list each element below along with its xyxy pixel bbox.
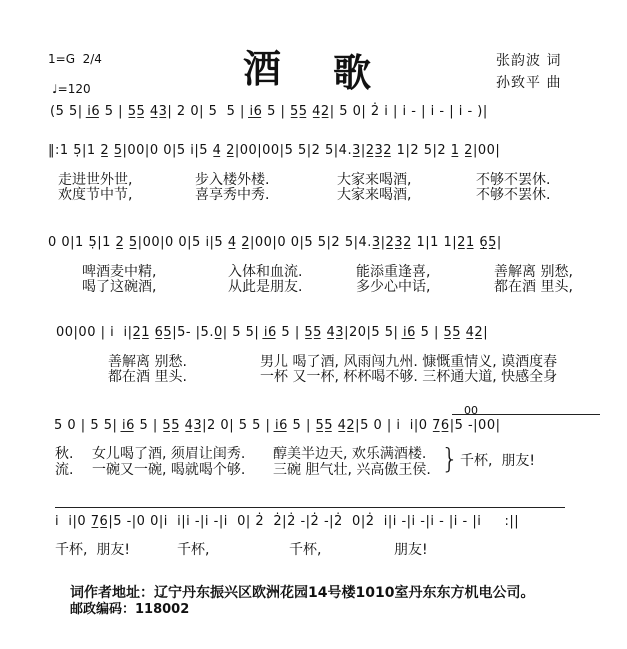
notation-line-3: 0 0|1 5̣|1 2̲ 5̲|00|0 0|5 i|5 4̲ 2̲|00|0 0|5 5|2 5|4.3̲|2̲3̲2̲ 1|1 1|2̲1̲ 6̣̲5̣̲|: [48, 235, 502, 250]
lyric-brace: }: [441, 442, 459, 475]
lyric-line-4b-1: 都在酒 里头.: [108, 369, 187, 385]
notation-line-6: i i|0 7̲6̲|5 -|0 0|i i|i -|i -|i 0| 2̇ 2̇|2̇ -|2̇ -|2̇ 0|2̇ i|i -|i -|i - |i - |i :||: [55, 514, 520, 529]
volta-label: 00: [464, 404, 478, 417]
refrain-lyric: 千杯, 朋友!: [460, 453, 535, 469]
lyric-line-2b-4: 不够不罢休.: [476, 187, 551, 203]
lyric-line-4a-2: 男儿 喝了酒, 风雨闯九州. 慷慨重情义, 谟酒度春: [260, 354, 558, 370]
lyric-line-3a-2: 入体和血流.: [228, 264, 303, 280]
title-char-2: 歌: [333, 50, 372, 95]
notation-line-5: 5 0 | 5 5| i̲6̲ 5 | 5̲5̲ 4̲3̲|2 0| 5 5 | i̲6̲ 5 | 5̲5̲ 4̲2̲|5 0 | i i|0 7̲6̲|5 -|00|: [54, 418, 501, 433]
postal-code: 邮政编码：118002: [70, 602, 190, 617]
lyric-line-6-2: 千杯,: [177, 542, 210, 558]
lyricist-credit: 张韵波 词: [496, 53, 562, 69]
lyric-line-5b-2: 一碗又一碗, 喝就喝个够.: [92, 462, 246, 478]
lyric-line-3a-3: 能添重逢喜,: [356, 264, 431, 280]
lyric-line-6-4: 朋友!: [394, 542, 428, 558]
lyric-line-5b-1: 流.: [55, 462, 74, 478]
lyric-line-3b-2: 从此是朋友.: [228, 279, 303, 295]
lyric-line-2b-1: 欢度节中节,: [58, 187, 133, 203]
tempo-marking: ♩=120: [52, 82, 91, 96]
lyric-line-3b-3: 多少心中话,: [356, 279, 431, 295]
lyric-line-5a-3: 醇美半边天, 欢乐满酒楼.: [273, 446, 427, 462]
lyric-line-6-3: 千杯,: [289, 542, 322, 558]
notation-line-2: ‖:1 5̣|1 2̲ 5̲|00|0 0|5 i|5 4̲ 2̲|00|00|5 5|2 5|4.3̲|2̲3̲2̲ 1|2 5|2 1̲ 2̲|00|: [48, 143, 501, 158]
composer-credit: 孙致平 曲: [496, 75, 562, 91]
lyric-line-3b-4: 都在酒 里头,: [494, 279, 573, 295]
author-address: 词作者地址：辽宁丹东振兴区欧洲花园14号楼1010室丹东东方机电公司。: [70, 585, 535, 601]
key-time-signature: 1=G 2/4: [48, 52, 102, 66]
lyric-line-4a-1: 善解离 别愁.: [108, 354, 187, 370]
lyric-line-5a-1: 秋.: [55, 446, 74, 462]
lyric-line-4b-2: 一杯 又一杯, 杯杯喝不够. 三杯通大道, 快感全身: [260, 369, 558, 385]
lyric-line-2a-4: 不够不罢休.: [476, 172, 551, 188]
lyric-line-3a-1: 啤酒麦中精,: [82, 264, 157, 280]
notation-line-4: 00|00 | i i|2̲1̲ 6̲5̲|5- |5.0̲| 5 5| i̲6̲ 5 | 5̲5̲ 4̲3̲|20|5 5| i̲6̲ 5 | 5̲5̲ 4̲2̲|: [56, 325, 489, 340]
ending-bracket-line: [55, 507, 565, 508]
lyric-line-2b-2: 喜享秀中秀.: [195, 187, 270, 203]
notation-line-1: (5 5| i̲6̲ 5 | 5̲5̲ 4̲3̲| 2 0| 5 5 | i̲6̲ 5 | 5̲5̲ 4̲2̲| 5 0| 2̇ i | i - | i - | i - )|: [50, 104, 488, 119]
lyric-line-2a-2: 步入楼外楼.: [195, 172, 270, 188]
lyric-line-5b-3: 三碗 胆气壮, 兴高傲王侯.: [273, 462, 431, 478]
lyric-line-2a-1: 走进世外世,: [58, 172, 133, 188]
lyric-line-2b-3: 大家来喝酒,: [337, 187, 412, 203]
lyric-line-6-1: 千杯, 朋友!: [55, 542, 130, 558]
lyric-line-5a-2: 女儿喝了酒, 须眉让闺秀.: [92, 446, 246, 462]
lyric-line-3a-4: 善解离 别愁,: [494, 264, 573, 280]
lyric-line-2a-3: 大家来喝酒,: [337, 172, 412, 188]
lyric-line-3b-1: 喝了这碗酒,: [82, 279, 157, 295]
title-char-1: 酒: [243, 46, 282, 91]
